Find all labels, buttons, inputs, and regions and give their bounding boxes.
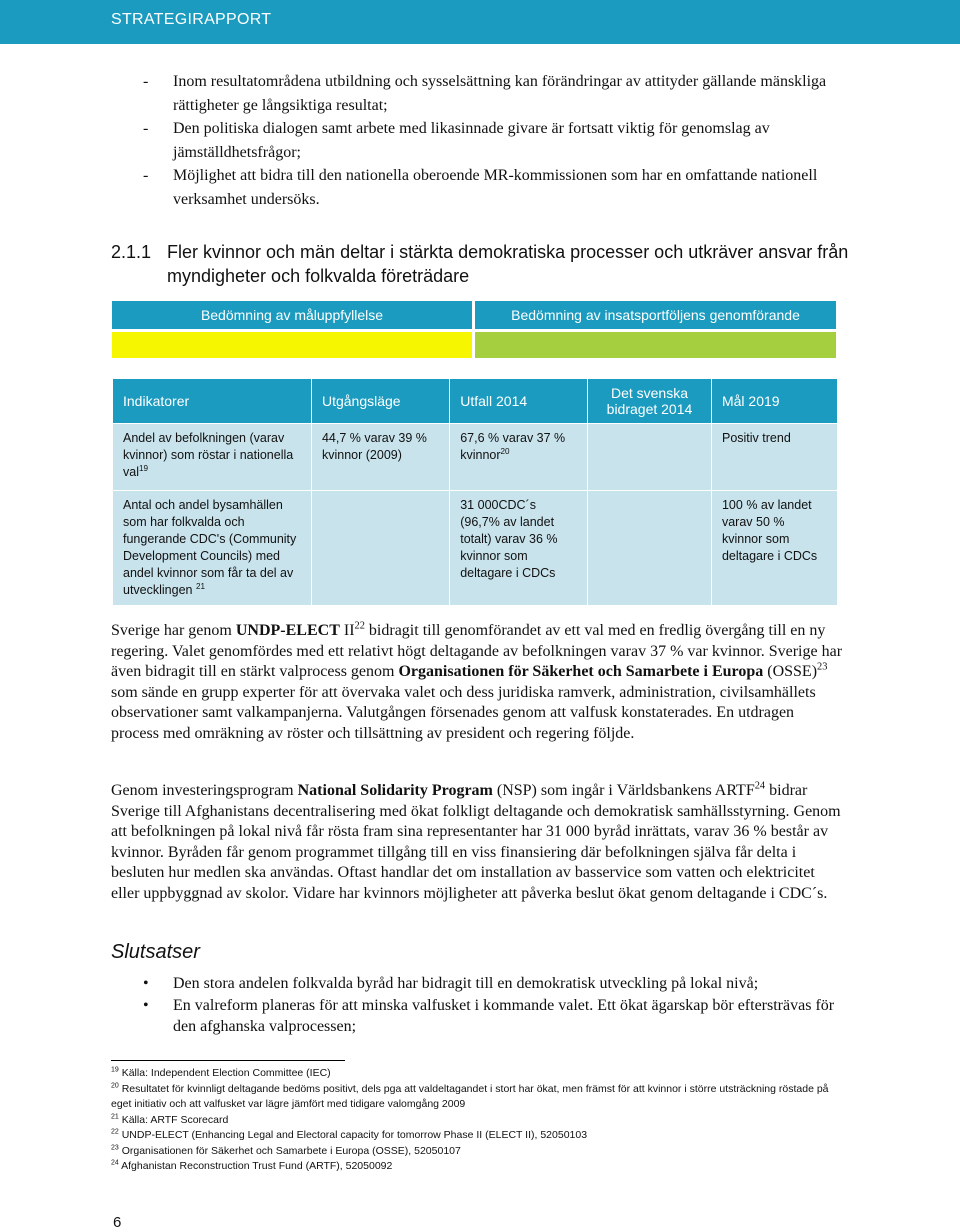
bold-term: Organisationen för Säkerhet och Samarbete i Europa <box>398 663 764 680</box>
target-cell: Positiv trend <box>712 424 837 490</box>
indicator-cell: Andel av befolkningen (varav kvinnor) som röstar i nationella val$^{19}$ <box>113 424 311 490</box>
list-marker: - <box>143 73 149 90</box>
indicator-cell: Antal och andel bysamhällen som har folkvalda och fungerande CDC's (Community Development Councils) med andel kvinnor som får ta del av utvecklingen $^{21}$ <box>113 491 311 605</box>
footnote-ref[interactable]: 24 <box>754 780 766 792</box>
footnote-ref[interactable]: 19 <box>138 463 149 473</box>
target-cell: 100 % av landet varav 50 % kvinnor som deltagare i CDCs <box>712 491 837 605</box>
footnote: $^{24}$ Afghanistan Reconstruction Trust Fund (ARTF), 52050092 <box>111 1159 393 1172</box>
goal-rating-yellow <box>112 332 472 358</box>
bold-term: UNDP-ELECT <box>235 622 340 639</box>
footnote-ref[interactable]: 21 <box>195 581 206 591</box>
footnote-divider <box>111 1060 345 1061</box>
footnotes <box>111 1066 831 1175</box>
list-item-text: Möjlighet att bidra till den nationella oberoende MR-kommissionen som har en omfattande nationell verksamhet undersöks. <box>173 167 818 208</box>
list-item-text: Den stora andelen folkvalda byråd har bidragit till en demokratisk utveckling på lokal nivå; <box>173 975 759 992</box>
conclusions-heading: Slutsatser <box>111 941 200 963</box>
footnote: $^{21}$ Källa: ARTF Scorecard <box>111 1113 229 1126</box>
portfolio-assessment-header: Bedömning av insatsportföljens genomförande <box>475 301 836 329</box>
footnote: $^{20}$ Resultatet för kvinnligt deltagande bedöms positivt, dels pga att valdeltagandet i stort har ökat, men främst för att kvinnor i större utsträckning röstade på eget initiativ och att valfusket var lägre jämfört med tidigare valomgång 2009 <box>111 1082 829 1110</box>
contribution-cell <box>588 491 711 605</box>
outcome-cell: 67,6 % varav 37 % kvinnor$^{20}$ <box>450 424 587 490</box>
bullet-icon: • <box>143 996 149 1014</box>
table-row <box>113 491 837 605</box>
bold-term: National Solidarity Program <box>297 782 493 799</box>
column-header: Det svenska bidraget 2014 <box>588 379 711 423</box>
list-item-text: Den politiska dialogen samt arbete med likasinnade givare är fortsatt viktig för genomslag av jämställdhetsfrågor; <box>173 120 770 161</box>
intro-bullet-list <box>143 70 863 211</box>
footnote-ref[interactable]: 23 <box>817 661 828 673</box>
list-marker: - <box>143 120 149 137</box>
header-title: STRATEGIRAPPORT <box>111 11 272 28</box>
body-paragraph-nsp: Genom investeringsprogram National Solidarity Program (NSP) som ingår i Världsbankens ARTF$^{24}$ bidrar Sverige till Afghanistans decentralisering med ökat folkligt deltagande och demokratisk samhällsstyrning. Genom att befolkningen på lokal nivå får rösta fram sina representanter har 31 000 byråd inrättats, varav 36 % består av kvinnor. Byråden får genom programmet tillgång till en viss finansiering där befolkningen själva får delta i besluten hur medlen ska användas. Oftast handlar det om installation av basservice som vatten och elektricitet eller uppbyggnad av skolor. Vidare har kvinnors möjligheter att påverka beslut ökat genom deltagande i CDC´s. <box>111 780 841 902</box>
baseline-cell: 44,7 % varav 39 % kvinnor (2009) <box>312 424 449 490</box>
assessment-rating-row <box>112 332 836 358</box>
footnote: $^{19}$ Källa: Independent Election Committee (IEC) <box>111 1066 331 1079</box>
header-bar <box>0 0 960 44</box>
outcome-cell: 31 000CDC´s (96,7% av landet totalt) varav 36 % kvinnor som deltagare i CDCs <box>450 491 587 605</box>
baseline-cell <box>312 491 449 605</box>
table-row <box>113 424 837 490</box>
footnote-ref[interactable]: 22 <box>354 620 365 632</box>
list-marker: - <box>143 167 149 184</box>
list-item <box>143 117 863 164</box>
list-item <box>143 973 843 995</box>
footnote: $^{22}$ UNDP-ELECT (Enhancing Legal and Electoral capacity for tomorrow Phase II (ELECT II), 52050103 <box>111 1128 588 1141</box>
assessment-table <box>112 301 836 358</box>
list-item-text: En valreform planeras för att minska valfusket i kommande valet. Ett ökat ägarskap bör eftersträvas för den afghanska valprocessen; <box>173 996 835 1035</box>
footnote: $^{23}$ Organisationen för Säkerhet och Samarbete i Europa (OSSE), 52050107 <box>111 1144 461 1157</box>
bullet-icon: • <box>143 975 149 992</box>
contribution-cell <box>588 424 711 490</box>
body-paragraph-elect: Sverige har genom UNDP-ELECT II$^{22}$ bidragit till genomförandet av ett val med en fredlig övergång till en ny regering. Valet genomfördes med ett relativt högt deltagande av befolkningen varav 37 % var kvinnor. Sverige har även bidragit till en stärkt valprocess genom Organisationen för Säkerhet och Samarbete i Europa (OSSE)$^{23}$ som sände en grupp experter för att övervaka valet och dess juridiska ramverk, administration, civilsamhällets observationer samt valkampanjerna. Valutgången försenades genom att valfusk konstaterades. En utdragen process med omräkning av röster och tillsättning av president och regering följde. <box>111 620 843 742</box>
table-header-row <box>113 379 837 423</box>
page-number: 6 <box>113 1214 122 1231</box>
section-title: Fler kvinnor och män deltar i stärkta demokratiska processer och utkräver ansvar från myndigheter och folkvalda företrädare <box>167 242 849 286</box>
list-item <box>143 164 863 211</box>
assessment-header-row <box>112 301 836 329</box>
footnote-ref[interactable]: 20 <box>500 446 510 456</box>
list-item <box>143 70 863 117</box>
portfolio-rating-green <box>475 332 836 358</box>
column-header: Mål 2019 <box>712 379 837 423</box>
conclusions-list <box>143 973 843 1038</box>
section-heading <box>111 240 851 288</box>
list-item-text: Inom resultatområdena utbildning och sysselsättning kan förändringar av attityder gällande mänskliga rättigheter ge långsiktiga resultat; <box>173 73 827 114</box>
column-header: Indikatorer <box>113 379 311 423</box>
indicator-table <box>112 378 838 606</box>
column-header: Utgångsläge <box>312 379 449 423</box>
goal-assessment-header: Bedömning av måluppfyllelse <box>112 301 472 329</box>
column-header: Utfall 2014 <box>450 379 587 423</box>
list-item <box>143 995 843 1038</box>
section-number: 2.1.1 <box>111 242 152 262</box>
